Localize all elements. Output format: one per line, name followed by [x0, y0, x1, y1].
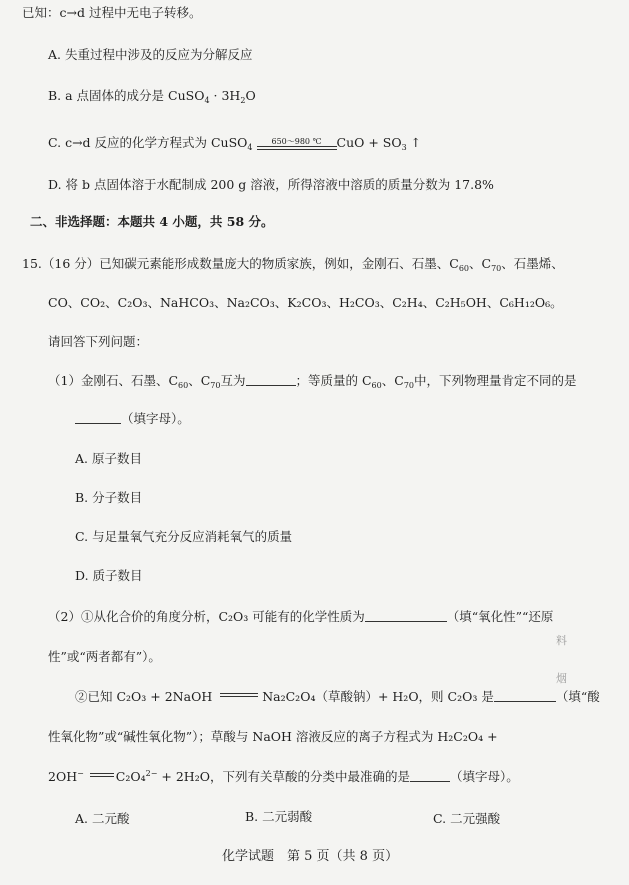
intro-note: 已知：c→d 过程中无电子转移。 [22, 5, 202, 20]
option-b: B. 分子数目 [75, 490, 143, 505]
margin-mark-2: 烟 [556, 672, 567, 685]
q14-option-b-suffix: · 3H [209, 88, 241, 103]
answer-blank-2[interactable] [75, 411, 121, 424]
q15-part2-2 [75, 688, 600, 706]
option-d: D. 质子数目 [75, 568, 143, 583]
part2-2-g: + 2H₂O，下列有关草酸的分类中最准确的是 [157, 769, 410, 784]
q14-option-c-product: CuO + SO [336, 135, 402, 150]
q15-part1-tail [75, 410, 190, 428]
answer-blank-4[interactable] [494, 689, 556, 702]
part2-2-b: Na₂C₂O₄（草酸钠）+ H₂O，则 C₂O₃ 是 [262, 689, 494, 704]
q15-part2-1-cont: 性”或“两者都有”）。 [48, 649, 161, 664]
part2-1-b: （填“氧化性”“还原 [446, 609, 554, 624]
q15-compounds: CO、CO₂、C₂O₃、NaHCO₃、Na₂CO₃、K₂CO₃、H₂CO₃、C₂H₄、C₂H₅OH、C₆H₁₂O₆。 [48, 295, 563, 310]
q15-part2-2-cont: 性氧化物”或“碱性氧化物”）；草酸与 NaOH 溶液反应的离子方程式为 H₂C₂O₄ + [48, 729, 498, 744]
answer-blank-5[interactable] [410, 769, 450, 782]
part1-c: ；等质量的 C [295, 373, 372, 388]
q15-intro: 15.（16 分）已知碳元素能形成数量庞大的物质家族，例如，金刚石、石墨、$C_{60}$、$C_{70}$、石墨烯、 [22, 256, 564, 273]
q15-part1: （1）金刚石、石墨、$C_{60}$、$C_{70}$互为 ；等质量的 $C_{60}$、$C_{70}$中，下列物理量肯定不同的是 [48, 373, 577, 390]
answer-blank-3[interactable] [365, 609, 447, 622]
part2-2-a: ②已知 C₂O₃ + 2NaOH [75, 689, 213, 704]
part2-2-e: 2OH [48, 769, 78, 784]
part2-2-f: C₂O₄ [115, 769, 146, 784]
part1-b: 互为 [220, 373, 246, 388]
part1-a: （1）金刚石、石墨、C [48, 373, 179, 388]
q14-option-a: A. 失重过程中涉及的反应为分解反应 [48, 47, 253, 62]
page-footer: 化学试题 第 5 页（共 8 页） [222, 849, 399, 864]
part2-1-a: （2）①从化合价的角度分析，C₂O₃ 可能有的化学性质为 [48, 609, 365, 624]
q14-option-c: C. c→d 反应的化学方程式为 CuSO$_4$ 650～980 ℃ CuO + $SO_3$ ↑ [48, 135, 422, 152]
q15-prompt: 请回答下列问题： [48, 334, 149, 349]
final-option-a: A. 二元酸 [75, 811, 130, 826]
part1-d: 中，下列物理量肯定不同的是 [414, 373, 577, 388]
part2-2-c: （填“酸 [555, 689, 600, 704]
option-a: A. 原子数目 [75, 451, 142, 466]
q15-intro-text: 15.（16 分）已知碳元素能形成数量庞大的物质家族，例如，金刚石、石墨、C [22, 256, 459, 271]
q14-option-c-prefix: C. c→d 反应的化学方程式为 CuSO [48, 135, 248, 150]
q14-option-d: D. 将 b 点固体溶于水配制成 200 g 溶液，所得溶液中溶质的质量分数为 17.8% [48, 177, 494, 192]
option-c: C. 与足量氧气充分反应消耗氧气的质量 [75, 529, 293, 544]
final-option-c: C. 二元强酸 [433, 811, 501, 826]
section2-heading: 二、非选择题：本题共 4 小题，共 58 分。 [30, 214, 274, 229]
reaction-arrow [257, 137, 337, 150]
q15-part2-2-ionic: 2OH− C₂O₄$^{2-}$ + 2H₂O，下列有关草酸的分类中最准确的是 （填字母）。 [48, 769, 519, 784]
q14-option-b-prefix: B. a 点固体的成分是 CuSO [48, 88, 205, 103]
answer-blank-1[interactable] [246, 373, 296, 386]
q15-intro-tail: 、石墨烯、 [501, 256, 564, 271]
margin-mark-1: 料 [556, 634, 567, 647]
q14-option-b: B. a 点固体的成分是 CuSO$_4$ · $3H_2O$ [48, 88, 256, 105]
q15-part2-1 [48, 608, 553, 626]
reaction-condition: 650～980 ℃ [271, 137, 322, 146]
part1-tail: （填字母）。 [121, 411, 190, 426]
final-option-b: B. 二元弱酸 [245, 809, 313, 824]
part2-2-h: （填字母）。 [449, 769, 519, 784]
